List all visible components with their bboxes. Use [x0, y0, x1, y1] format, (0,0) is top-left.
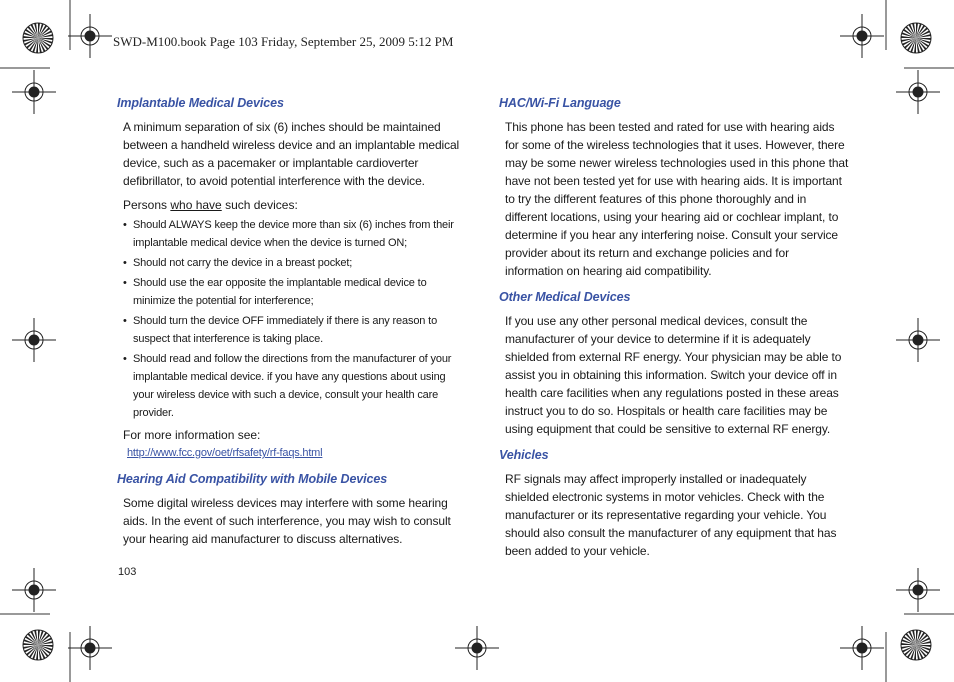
registration-star-bottom-left [23, 630, 53, 660]
hac-heading: HAC/Wi-Fi Language [499, 96, 621, 110]
crosshair-right-middle [896, 318, 940, 362]
hearing-aid-heading: Hearing Aid Compatibility with Mobile Devices [117, 472, 388, 486]
list-item: • Should not carry the device in a breast pocket; [123, 254, 465, 272]
left-column [117, 96, 465, 548]
implantable-bullet-list [123, 216, 465, 422]
list-item: • Should use the ear opposite the implantable medical device to minimize the potential for interference; [123, 274, 465, 310]
vehicles-heading: Vehicles [499, 448, 549, 462]
crosshair-bottom-left [68, 626, 112, 670]
other-devices-paragraph: If you use any other personal medical devices, consult the manufacturer of your device to determine if it is adequately shielded from external RF energy. Your physician may be able to assist you in obtaining this information. Switch your device off in health care facilities when any regulations posted in these areas instruct you to do so. Hospitals or health care facilities may be using equipment that could be sensitive to external RF energy. [505, 314, 842, 436]
right-column [499, 96, 849, 560]
more-info-label: For more information see: [123, 428, 261, 442]
hearing-aid-paragraph: Some digital wireless devices may interfere with some hearing aids. In the event of such interference, you may wish to consult your hearing aid manufacturer to discuss alternatives. [123, 496, 451, 546]
list-item: • Should ALWAYS keep the device more than six (6) inches from their implantable medical device when the device is turned ON; [123, 216, 465, 252]
book-header: SWD-M100.book Page 103 Friday, September 25, 2009 5:12 PM [113, 34, 454, 49]
list-item: • Should read and follow the directions from the manufacturer of your implantable medical device. if you have any questions about using your wireless device with such a device, consult your health care provider. [123, 350, 465, 422]
crosshair-left-bottom [12, 568, 56, 612]
crosshair-bottom-center [455, 626, 499, 670]
implantable-heading: Implantable Medical Devices [117, 96, 284, 110]
crosshair-bottom-right [840, 626, 884, 670]
hac-paragraph: This phone has been tested and rated for use with hearing aids for some of the wireless technologies that it uses. However, there may be some newer wireless technologies used in this phone that have not been tested yet for use with hearing aids. It is important to try the different features of this phone thoroughly and in different locations, using your hearing aid or cochlear implant, to determine if you hear any interfering noise. Consult your service provider about its return and exchange policies and for information on hearing aid compatibility. [505, 120, 849, 278]
crosshair-left-top [12, 70, 56, 114]
list-item: • Should turn the device OFF immediately if there is any reason to suspect that interference is taking place. [123, 312, 465, 348]
page-number: 103 [118, 566, 137, 578]
registration-star-top-left [23, 23, 53, 53]
crosshair-right-top [896, 70, 940, 114]
crosshair-right-bottom [896, 568, 940, 612]
other-devices-heading: Other Medical Devices [499, 290, 631, 304]
vehicles-paragraph: RF signals may affect improperly installed or inadequately shielded electronic systems in motor vehicles. Check with the manufacturer or its representative regarding your vehicle. You should also consult the manufacturer of any equipment that has been added to your vehicle. [505, 472, 837, 558]
implantable-paragraph: A minimum separation of six (6) inches should be maintained between a handheld wireless device and an implantable medical device, such as a pacemaker or implantable cardioverter defibrillator, to avoid potential interference with the device. [123, 120, 460, 188]
persons-underlined: who have [170, 198, 222, 212]
persons-line: Persons who have such devices: [123, 198, 298, 212]
crosshair-left-middle [12, 318, 56, 362]
registration-star-bottom-right [901, 630, 931, 660]
crosshair-top-right [840, 14, 884, 58]
crosshair-top-left [68, 14, 112, 58]
registration-star-top-right [901, 23, 931, 53]
fcc-link[interactable]: http://www.fcc.gov/oet/rfsafety/rf-faqs.html [127, 447, 323, 459]
